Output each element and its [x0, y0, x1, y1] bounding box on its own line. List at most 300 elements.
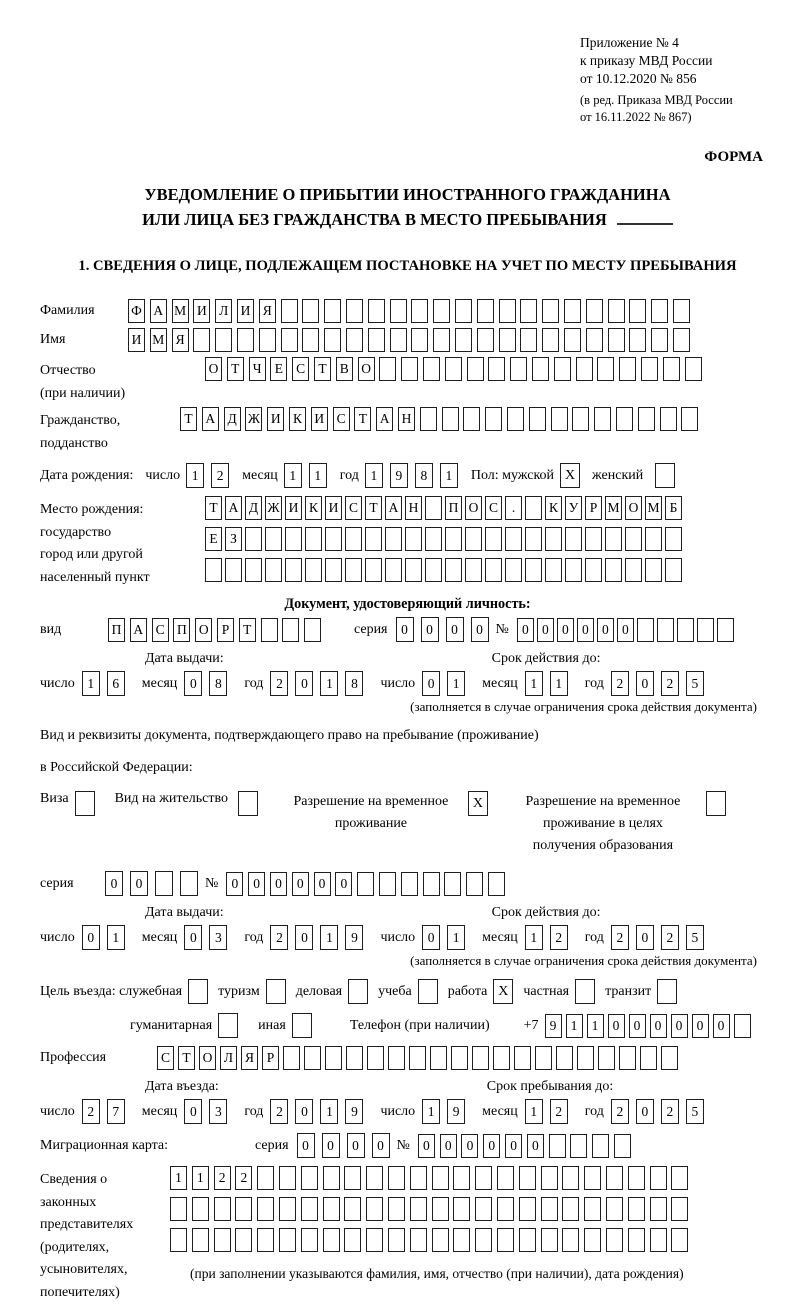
cell[interactable]: 0 [577, 618, 594, 642]
cell[interactable] [497, 1197, 514, 1221]
cell[interactable]: Ж [265, 496, 282, 520]
cell[interactable] [541, 1197, 558, 1221]
cell[interactable]: 1 [284, 463, 302, 488]
birth-month-cells[interactable] [284, 463, 334, 488]
purpose-tourism-checkbox[interactable] [266, 979, 286, 1004]
cell[interactable] [562, 1166, 579, 1190]
cell[interactable]: 0 [418, 1134, 435, 1158]
cell[interactable] [465, 558, 482, 582]
cell[interactable]: 1 [82, 671, 100, 696]
cell[interactable] [432, 1166, 449, 1190]
cell[interactable] [366, 1228, 383, 1252]
cell[interactable] [520, 328, 537, 352]
cell[interactable] [493, 1046, 510, 1070]
cell[interactable]: 1 [440, 463, 458, 488]
cell[interactable] [485, 527, 502, 551]
cell[interactable]: 0 [636, 925, 654, 950]
cell[interactable]: 2 [235, 1166, 252, 1190]
cell[interactable] [453, 1228, 470, 1252]
cell[interactable] [323, 1166, 340, 1190]
cell[interactable] [657, 618, 674, 642]
cell[interactable] [463, 407, 480, 431]
cell[interactable] [388, 1228, 405, 1252]
cell[interactable] [401, 872, 418, 896]
permit-expiry-day-cells[interactable] [422, 925, 472, 950]
temp-residence-edu-checkbox[interactable] [706, 791, 726, 816]
purpose-business-checkbox[interactable] [348, 979, 368, 1004]
cell[interactable]: 1 [550, 671, 568, 696]
patronymic-cells[interactable] [205, 357, 706, 381]
cell[interactable] [325, 1046, 342, 1070]
cell[interactable] [466, 872, 483, 896]
cell[interactable] [584, 1197, 601, 1221]
cell[interactable]: 1 [525, 1099, 543, 1124]
cell[interactable] [625, 558, 642, 582]
cell[interactable] [346, 328, 363, 352]
birthplace-cells-3[interactable] [205, 558, 685, 582]
cell[interactable]: 0 [297, 1133, 315, 1158]
cell[interactable] [325, 558, 342, 582]
permit-issue-day-cells[interactable] [82, 925, 132, 950]
cell[interactable]: О [205, 357, 222, 381]
cell[interactable]: 0 [295, 671, 313, 696]
cell[interactable]: 0 [314, 872, 331, 896]
cell[interactable] [532, 357, 549, 381]
cell[interactable] [281, 328, 298, 352]
cell[interactable] [585, 527, 602, 551]
cell[interactable] [345, 527, 362, 551]
migcard-series-cells[interactable] [297, 1133, 397, 1158]
cell[interactable] [366, 1197, 383, 1221]
cell[interactable]: 7 [107, 1099, 125, 1124]
cell[interactable]: 2 [661, 925, 679, 950]
representatives-cells-2[interactable] [170, 1197, 693, 1221]
cell[interactable] [497, 1228, 514, 1252]
cell[interactable] [405, 527, 422, 551]
cell[interactable] [257, 1228, 274, 1252]
cell[interactable] [410, 1166, 427, 1190]
cell[interactable]: 0 [617, 618, 634, 642]
cell[interactable]: О [195, 618, 212, 642]
cell[interactable]: М [645, 496, 662, 520]
cell[interactable] [411, 328, 428, 352]
cell[interactable] [734, 1014, 751, 1038]
cell[interactable] [584, 1166, 601, 1190]
cell[interactable] [365, 527, 382, 551]
cell[interactable]: 2 [270, 671, 288, 696]
cell[interactable] [605, 558, 622, 582]
cell[interactable] [285, 527, 302, 551]
cell[interactable] [594, 407, 611, 431]
cell[interactable] [425, 496, 442, 520]
cell[interactable] [505, 558, 522, 582]
cell[interactable] [628, 1166, 645, 1190]
cell[interactable] [285, 558, 302, 582]
cell[interactable] [237, 328, 254, 352]
cell[interactable] [472, 1046, 489, 1070]
cell[interactable] [467, 357, 484, 381]
cell[interactable] [346, 1046, 363, 1070]
cell[interactable] [282, 618, 299, 642]
cell[interactable] [645, 558, 662, 582]
cell[interactable] [697, 618, 714, 642]
cell[interactable]: С [152, 618, 169, 642]
cell[interactable] [641, 357, 658, 381]
cell[interactable]: О [358, 357, 375, 381]
cell[interactable]: Я [259, 299, 276, 323]
purpose-other-checkbox[interactable] [292, 1013, 312, 1038]
cell[interactable]: 0 [517, 618, 534, 642]
cell[interactable] [485, 407, 502, 431]
cell[interactable] [525, 558, 542, 582]
cell[interactable] [432, 1228, 449, 1252]
cell[interactable] [541, 1166, 558, 1190]
cell[interactable] [257, 1197, 274, 1221]
cell[interactable] [576, 357, 593, 381]
cell[interactable] [477, 328, 494, 352]
cell[interactable]: К [305, 496, 322, 520]
cell[interactable]: 0 [636, 671, 654, 696]
cell[interactable] [180, 871, 198, 896]
cell[interactable]: 9 [345, 925, 363, 950]
cell[interactable] [661, 1046, 678, 1070]
surname-cells[interactable] [128, 299, 695, 323]
cell[interactable] [214, 1197, 231, 1221]
cell[interactable]: 3 [209, 1099, 227, 1124]
cell[interactable] [304, 618, 321, 642]
cell[interactable]: Б [665, 496, 682, 520]
permit-issue-month-cells[interactable] [184, 925, 234, 950]
cell[interactable] [650, 1166, 667, 1190]
cell[interactable] [628, 1228, 645, 1252]
cell[interactable]: 0 [184, 925, 202, 950]
cell[interactable] [425, 558, 442, 582]
cell[interactable] [475, 1197, 492, 1221]
birth-day-cells[interactable] [186, 463, 236, 488]
cell[interactable] [385, 527, 402, 551]
doc-expiry-day-cells[interactable] [422, 671, 472, 696]
cell[interactable]: А [385, 496, 402, 520]
cell[interactable] [453, 1166, 470, 1190]
entry-day-cells[interactable] [82, 1099, 132, 1124]
profession-cells[interactable] [157, 1046, 682, 1070]
permit-series-cells[interactable] [105, 871, 205, 896]
residence-permit-checkbox[interactable] [238, 791, 258, 816]
cell[interactable]: 0 [396, 617, 414, 642]
cell[interactable] [215, 328, 232, 352]
cell[interactable] [681, 407, 698, 431]
cell[interactable] [671, 1166, 688, 1190]
cell[interactable]: Т [239, 618, 256, 642]
purpose-private-checkbox[interactable] [575, 979, 595, 1004]
cell[interactable] [640, 1046, 657, 1070]
cell[interactable]: 1 [587, 1014, 604, 1038]
cell[interactable]: 0 [295, 925, 313, 950]
cell[interactable] [304, 1046, 321, 1070]
cell[interactable] [367, 1046, 384, 1070]
cell[interactable] [673, 328, 690, 352]
temp-residence-checkbox[interactable]: X [468, 791, 488, 816]
cell[interactable] [619, 1046, 636, 1070]
cell[interactable] [379, 357, 396, 381]
cell[interactable]: 0 [446, 617, 464, 642]
birthplace-cells-1[interactable] [205, 496, 685, 520]
cell[interactable]: 2 [550, 1099, 568, 1124]
cell[interactable]: 0 [422, 671, 440, 696]
cell[interactable]: 0 [335, 872, 352, 896]
stay-year-cells[interactable] [611, 1099, 711, 1124]
cell[interactable] [545, 527, 562, 551]
cell[interactable] [323, 1228, 340, 1252]
cell[interactable] [606, 1197, 623, 1221]
cell[interactable] [245, 558, 262, 582]
cell[interactable]: 0 [184, 671, 202, 696]
cell[interactable]: 1 [447, 925, 465, 950]
cell[interactable] [525, 496, 542, 520]
cell[interactable] [410, 1228, 427, 1252]
stay-day-cells[interactable] [422, 1099, 472, 1124]
cell[interactable] [385, 558, 402, 582]
cell[interactable] [433, 328, 450, 352]
cell[interactable] [388, 1197, 405, 1221]
cell[interactable] [245, 527, 262, 551]
phone-cells[interactable] [545, 1014, 755, 1038]
cell[interactable]: 0 [671, 1014, 688, 1038]
cell[interactable] [520, 299, 537, 323]
cell[interactable] [465, 527, 482, 551]
cell[interactable]: 0 [608, 1014, 625, 1038]
cell[interactable]: С [157, 1046, 174, 1070]
cell[interactable]: 2 [611, 1099, 629, 1124]
doc-issue-year-cells[interactable] [270, 671, 370, 696]
gender-female-checkbox[interactable] [655, 463, 675, 488]
cell[interactable] [485, 558, 502, 582]
cell[interactable] [214, 1228, 231, 1252]
cell[interactable] [425, 527, 442, 551]
cell[interactable] [638, 407, 655, 431]
cell[interactable]: Н [405, 496, 422, 520]
cell[interactable] [365, 558, 382, 582]
cell[interactable] [388, 1166, 405, 1190]
cell[interactable]: Д [245, 496, 262, 520]
cell[interactable]: 0 [270, 872, 287, 896]
cell[interactable]: Т [365, 496, 382, 520]
cell[interactable] [430, 1046, 447, 1070]
cell[interactable] [192, 1197, 209, 1221]
cell[interactable] [565, 558, 582, 582]
cell[interactable] [598, 1046, 615, 1070]
cell[interactable]: А [150, 299, 167, 323]
cell[interactable] [390, 328, 407, 352]
cell[interactable]: С [485, 496, 502, 520]
cell[interactable]: 3 [209, 925, 227, 950]
cell[interactable]: А [130, 618, 147, 642]
cell[interactable] [499, 299, 516, 323]
doc-issue-month-cells[interactable] [184, 671, 234, 696]
cell[interactable] [562, 1197, 579, 1221]
cell[interactable] [564, 299, 581, 323]
cell[interactable]: 1 [365, 463, 383, 488]
name-cells[interactable] [128, 328, 695, 352]
cell[interactable]: 0 [505, 1134, 522, 1158]
cell[interactable]: 2 [211, 463, 229, 488]
cell[interactable]: 2 [550, 925, 568, 950]
cell[interactable]: 8 [415, 463, 433, 488]
cell[interactable]: 0 [650, 1014, 667, 1038]
entry-year-cells[interactable] [270, 1099, 370, 1124]
cell[interactable]: 0 [105, 871, 123, 896]
cell[interactable] [542, 299, 559, 323]
cell[interactable]: В [336, 357, 353, 381]
cell[interactable]: 1 [447, 671, 465, 696]
cell[interactable] [628, 1197, 645, 1221]
cell[interactable]: С [345, 496, 362, 520]
cell[interactable] [302, 299, 319, 323]
cell[interactable] [323, 1197, 340, 1221]
cell[interactable] [565, 527, 582, 551]
cell[interactable] [605, 527, 622, 551]
cell[interactable]: 9 [345, 1099, 363, 1124]
cell[interactable] [305, 527, 322, 551]
cell[interactable] [455, 299, 472, 323]
cell[interactable] [665, 527, 682, 551]
cell[interactable] [616, 407, 633, 431]
cell[interactable]: П [108, 618, 125, 642]
cell[interactable]: 0 [226, 872, 243, 896]
cell[interactable] [673, 299, 690, 323]
cell[interactable] [519, 1228, 536, 1252]
cell[interactable]: 0 [692, 1014, 709, 1038]
purpose-study-checkbox[interactable] [418, 979, 438, 1004]
cell[interactable] [302, 328, 319, 352]
cell[interactable]: М [150, 328, 167, 352]
stay-month-cells[interactable] [525, 1099, 575, 1124]
cell[interactable]: 1 [320, 1099, 338, 1124]
cell[interactable]: 0 [248, 872, 265, 896]
cell[interactable] [685, 357, 702, 381]
cell[interactable]: О [465, 496, 482, 520]
visa-checkbox[interactable] [75, 791, 95, 816]
cell[interactable] [279, 1197, 296, 1221]
cell[interactable]: 0 [713, 1014, 730, 1038]
birthplace-cells-2[interactable] [205, 527, 685, 551]
cell[interactable] [545, 558, 562, 582]
cell[interactable] [192, 1228, 209, 1252]
cell[interactable] [170, 1197, 187, 1221]
cell[interactable] [281, 299, 298, 323]
cell[interactable]: 1 [525, 925, 543, 950]
cell[interactable]: 0 [372, 1133, 390, 1158]
cell[interactable]: 9 [390, 463, 408, 488]
cell[interactable] [651, 299, 668, 323]
cell[interactable] [541, 1228, 558, 1252]
cell[interactable]: 0 [184, 1099, 202, 1124]
cell[interactable]: 1 [186, 463, 204, 488]
cell[interactable]: 0 [537, 618, 554, 642]
birth-year-cells[interactable] [365, 463, 465, 488]
cell[interactable]: К [545, 496, 562, 520]
cell[interactable]: 5 [686, 1099, 704, 1124]
cell[interactable] [357, 872, 374, 896]
cell[interactable] [488, 872, 505, 896]
cell[interactable]: 0 [422, 925, 440, 950]
cell[interactable]: Н [398, 407, 415, 431]
cell[interactable]: 8 [209, 671, 227, 696]
cell[interactable] [651, 328, 668, 352]
cell[interactable]: 6 [107, 671, 125, 696]
cell[interactable] [445, 357, 462, 381]
cell[interactable]: 2 [611, 671, 629, 696]
permit-issue-year-cells[interactable] [270, 925, 370, 950]
cell[interactable] [305, 558, 322, 582]
cell[interactable]: К [289, 407, 306, 431]
cell[interactable]: 0 [347, 1133, 365, 1158]
cell[interactable]: 0 [597, 618, 614, 642]
cell[interactable]: Я [241, 1046, 258, 1070]
entry-month-cells[interactable] [184, 1099, 234, 1124]
cell[interactable] [301, 1228, 318, 1252]
cell[interactable] [475, 1166, 492, 1190]
cell[interactable] [410, 1197, 427, 1221]
cell[interactable]: 0 [322, 1133, 340, 1158]
permit-expiry-month-cells[interactable] [525, 925, 575, 950]
cell[interactable] [170, 1228, 187, 1252]
cell[interactable] [257, 1166, 274, 1190]
cell[interactable] [671, 1228, 688, 1252]
cell[interactable]: Т [178, 1046, 195, 1070]
cell[interactable] [677, 618, 694, 642]
gender-male-checkbox[interactable]: X [560, 463, 580, 488]
cell[interactable] [368, 328, 385, 352]
cell[interactable] [650, 1197, 667, 1221]
cell[interactable] [551, 407, 568, 431]
cell[interactable]: 1 [309, 463, 327, 488]
cell[interactable]: 0 [82, 925, 100, 950]
cell[interactable]: 1 [320, 925, 338, 950]
cell[interactable]: И [267, 407, 284, 431]
cell[interactable]: 0 [292, 872, 309, 896]
cell[interactable] [629, 328, 646, 352]
cell[interactable] [585, 558, 602, 582]
cell[interactable] [586, 328, 603, 352]
cell[interactable] [409, 1046, 426, 1070]
cell[interactable]: М [172, 299, 189, 323]
cell[interactable]: И [128, 328, 145, 352]
doc-expiry-year-cells[interactable] [611, 671, 711, 696]
cell[interactable]: 9 [447, 1099, 465, 1124]
cell[interactable]: 0 [527, 1134, 544, 1158]
cell[interactable]: 1 [320, 671, 338, 696]
cell[interactable]: Т [314, 357, 331, 381]
cell[interactable]: 0 [629, 1014, 646, 1038]
cell[interactable]: И [237, 299, 254, 323]
cell[interactable]: 0 [295, 1099, 313, 1124]
cell[interactable] [608, 299, 625, 323]
permit-number-cells[interactable] [226, 872, 509, 896]
cell[interactable]: 2 [661, 1099, 679, 1124]
cell[interactable] [477, 299, 494, 323]
cell[interactable] [660, 407, 677, 431]
cell[interactable]: Е [270, 357, 287, 381]
cell[interactable] [650, 1228, 667, 1252]
cell[interactable]: И [193, 299, 210, 323]
cell[interactable]: 2 [661, 671, 679, 696]
cell[interactable]: 0 [483, 1134, 500, 1158]
cell[interactable]: 0 [421, 617, 439, 642]
representatives-cells-1[interactable] [170, 1166, 693, 1190]
permit-expiry-year-cells[interactable] [611, 925, 711, 950]
cell[interactable] [235, 1197, 252, 1221]
